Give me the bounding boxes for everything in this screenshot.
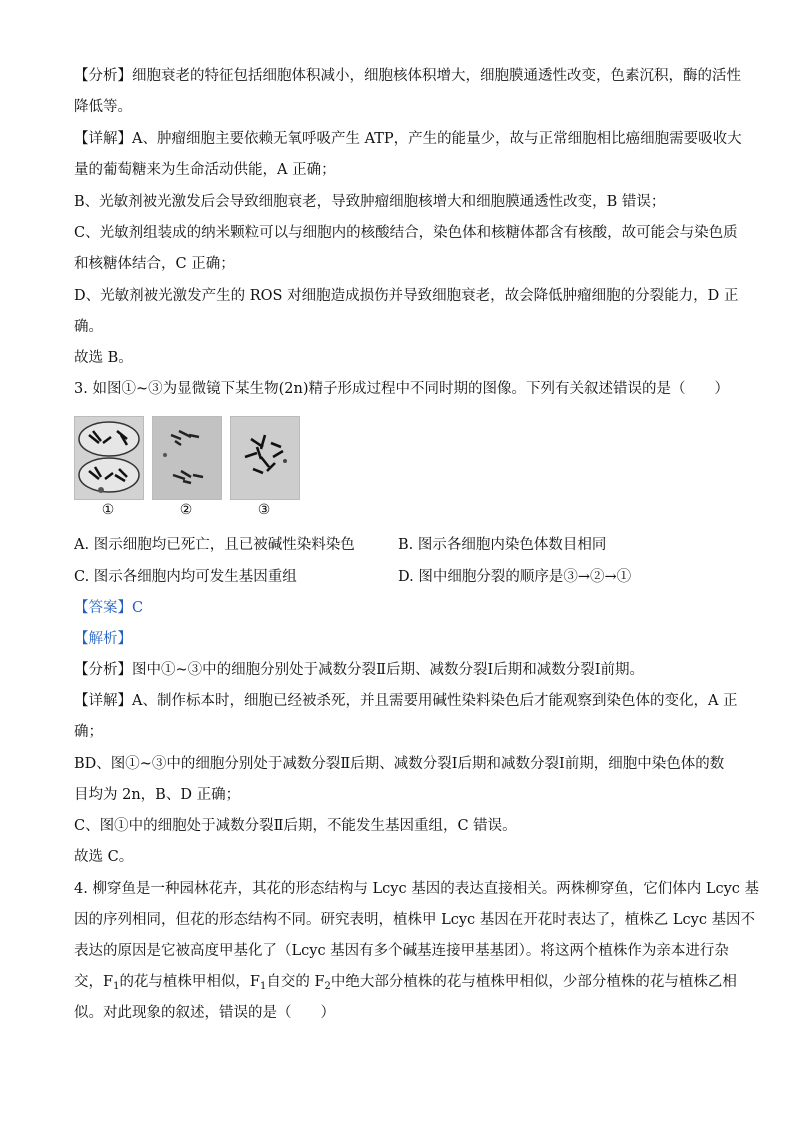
q3-detail-1: 【详解】A、制作标本时，细胞已经被杀死，并且需要用碱性染料染色后才能观察到染色体的变化，A 正 [74,693,738,709]
explanation-label: 【解析】 [74,631,132,647]
q3-detail-2: 确； [74,724,103,740]
detail-line-6: D、光敏剂被光激发产生的 ROS 对细胞造成损伤并导致细胞衰老，故会降低肿瘤细胞的分裂能力，D 正 [74,288,739,304]
figure-label-3: ③ [257,502,271,518]
q3-detail-4: 目均为 2n，B、D 正确； [74,787,241,803]
q3-analysis: 【分析】图中①~③中的细胞分别处于减数分裂Ⅱ后期、减数分裂Ⅰ后期和减数分裂Ⅰ前期。 [74,662,644,678]
question-4-line-3: 表达的原因是它被高度甲基化了（Lcyc 基因有多个碱基连接甲基基团）。将这两个植株作为亲本进行杂 [74,943,729,959]
question-4-line-2: 因的序列相同，但花的形态结构不同。研究表明，植株甲 Lcyc 基因在开花时表达了，植株乙 Lcyc 基因不 [74,912,756,928]
question-4-line-5: 似。对此现象的叙述，错误的是（ ） [74,1005,335,1021]
micrograph-1 [74,416,144,500]
detail-line-5: 和核糖体结合，C 正确； [74,256,235,272]
q4-l4a: 交，F [74,974,114,990]
question-3-stem: 3. 如图①~③为显微镜下某生物(2n)精子形成过程中不同时期的图像。下列有关叙述错误的是（ ） [74,381,729,397]
q3-choose: 故选 C。 [74,849,134,865]
detail-line-4: C、光敏剂组装成的纳米颗粒可以与细胞内的核酸结合，染色体和核糖体都含有核酸，故可能会与染色质 [74,225,738,241]
q3-detail-5: C、图①中的细胞处于减数分裂Ⅱ后期，不能发生基因重组，C 错误。 [74,818,517,834]
question-4-line-4 [74,972,737,997]
q4-l4c: 自交的 F [266,974,325,990]
detail-line-3: B、光敏剂被光激发后会导致细胞衰老，导致肿瘤细胞核增大和细胞膜通透性改变，B 错误； [74,194,666,210]
option-c: C. 图示各细胞内均可发生基因重组 [74,569,297,585]
analysis-line-1: 【分析】细胞衰老的特征包括细胞体积减小，细胞核体积增大，细胞膜通透性改变，色素沉积，酶的活性 [74,68,741,84]
micrograph-figures [74,416,314,524]
option-d: D. 图中细胞分裂的顺序是③→②→① [398,569,632,585]
option-b: B. 图示各细胞内染色体数目相同 [398,537,607,553]
figure-label-2: ② [179,502,193,518]
q4-sub-3: 2 [324,981,331,992]
figure-label-1: ① [101,502,115,518]
q4-l4b: 的花与植株甲相似，F [119,974,260,990]
q3-detail-3: BD、图①~③中的细胞分别处于减数分裂Ⅱ后期、减数分裂Ⅰ后期和减数分裂Ⅰ前期，细胞中染色体的数 [74,756,725,772]
detail-line-1: 【详解】A、肿瘤细胞主要依赖无氧呼吸产生 ATP，产生的能量少，故与正常细胞相比癌细胞需要吸收大 [74,131,742,147]
analysis-line-2: 降低等。 [74,99,132,115]
micrograph-3 [230,416,300,500]
detail-line-2: 量的葡萄糖来为生命活动供能，A 正确； [74,162,336,178]
option-a: A. 图示细胞均已死亡，且已被碱性染料染色 [74,537,355,553]
q4-sub-1: 1 [113,981,120,992]
q4-sub-2: 1 [260,981,267,992]
answer-label: 【答案】C [74,600,144,616]
micrograph-2 [152,416,222,500]
choose-line: 故选 B。 [74,350,133,366]
detail-line-7: 确。 [74,319,103,335]
q4-l4d: 中绝大部分植株的花与植株甲相似，少部分植株的花与植株乙相 [330,974,737,990]
question-4-line-1: 4. 柳穿鱼是一种园林花卉，其花的形态结构与 Lcyc 基因的表达直接相关。两株柳穿鱼，它们体内 Lcyc 基 [74,881,760,897]
